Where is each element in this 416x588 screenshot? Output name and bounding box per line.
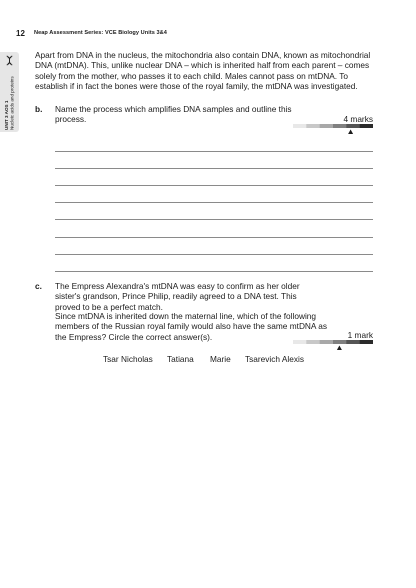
difficulty-bar-c <box>293 340 373 352</box>
question-c-text-1: The Empress Alexandra's mtDNA was easy to confirm as her older sister's grandson, Prince Philip, readily agreed to a DNA test. This proved to be a perfect match. <box>55 281 300 312</box>
difficulty-pointer <box>348 130 353 135</box>
answer-line[interactable] <box>55 168 373 169</box>
answer-line[interactable] <box>55 202 373 203</box>
answer-line[interactable] <box>55 219 373 220</box>
question-c-label: c. <box>35 281 42 291</box>
question-b-label: b. <box>35 104 43 114</box>
difficulty-segment <box>333 124 347 128</box>
difficulty-bar-b <box>293 124 373 136</box>
answer-line[interactable] <box>55 271 373 272</box>
answer-line[interactable] <box>55 254 373 255</box>
side-tab-label <box>4 68 15 130</box>
difficulty-segment <box>320 340 334 344</box>
side-tab <box>0 52 19 132</box>
question-c-text-2: Since mtDNA is inherited down the maternal line, which of the following members of the Russian royal family would also have the same mtDNA as the Empress? Circle the correct answer(s). <box>55 311 328 342</box>
difficulty-segment <box>293 124 307 128</box>
option-tatiana[interactable]: Tatiana <box>167 354 194 364</box>
question-c-marks: 1 mark <box>347 330 373 340</box>
dna-helix-icon <box>4 55 15 66</box>
answer-line[interactable] <box>55 237 373 238</box>
answer-line[interactable] <box>55 151 373 152</box>
side-tab-topic: Nucleic acids and proteins <box>9 76 15 130</box>
difficulty-segment <box>306 124 320 128</box>
difficulty-segment <box>360 340 373 344</box>
option-tsarevich-alexis[interactable]: Tsarevich Alexis <box>245 354 305 364</box>
difficulty-segment <box>346 124 360 128</box>
difficulty-segment <box>293 340 307 344</box>
question-b-marks: 4 marks <box>343 114 373 124</box>
option-tsar-nicholas[interactable]: Tsar Nicholas <box>103 354 153 364</box>
difficulty-segment <box>333 340 347 344</box>
intro-paragraph: Apart from DNA in the nucleus, the mitochondria also contain DNA, known as mitochondrial DNA (mtDNA). This, unlike nuclear DNA – which is inherited half from each parent – comes solely from the mother, who passes it to each child. Males cannot pass on mtDNA. To establish if in fact the bones were those of the royal family, the mtDNA was investigated. <box>35 50 371 92</box>
page-number: 12 <box>16 29 25 38</box>
series-title: Neap Assessment Series: VCE Biology Units 3&4 <box>34 30 167 36</box>
answer-line[interactable] <box>55 185 373 186</box>
question-b-text: Name the process which amplifies DNA samples and outline this process. <box>55 104 292 125</box>
side-tab-unit: UNIT 3 AOS 1 <box>4 100 9 130</box>
option-marie[interactable]: Marie <box>210 354 231 364</box>
difficulty-segment <box>306 340 320 344</box>
difficulty-segment <box>346 340 360 344</box>
difficulty-segment <box>360 124 373 128</box>
difficulty-segment <box>320 124 334 128</box>
difficulty-pointer <box>337 346 342 351</box>
